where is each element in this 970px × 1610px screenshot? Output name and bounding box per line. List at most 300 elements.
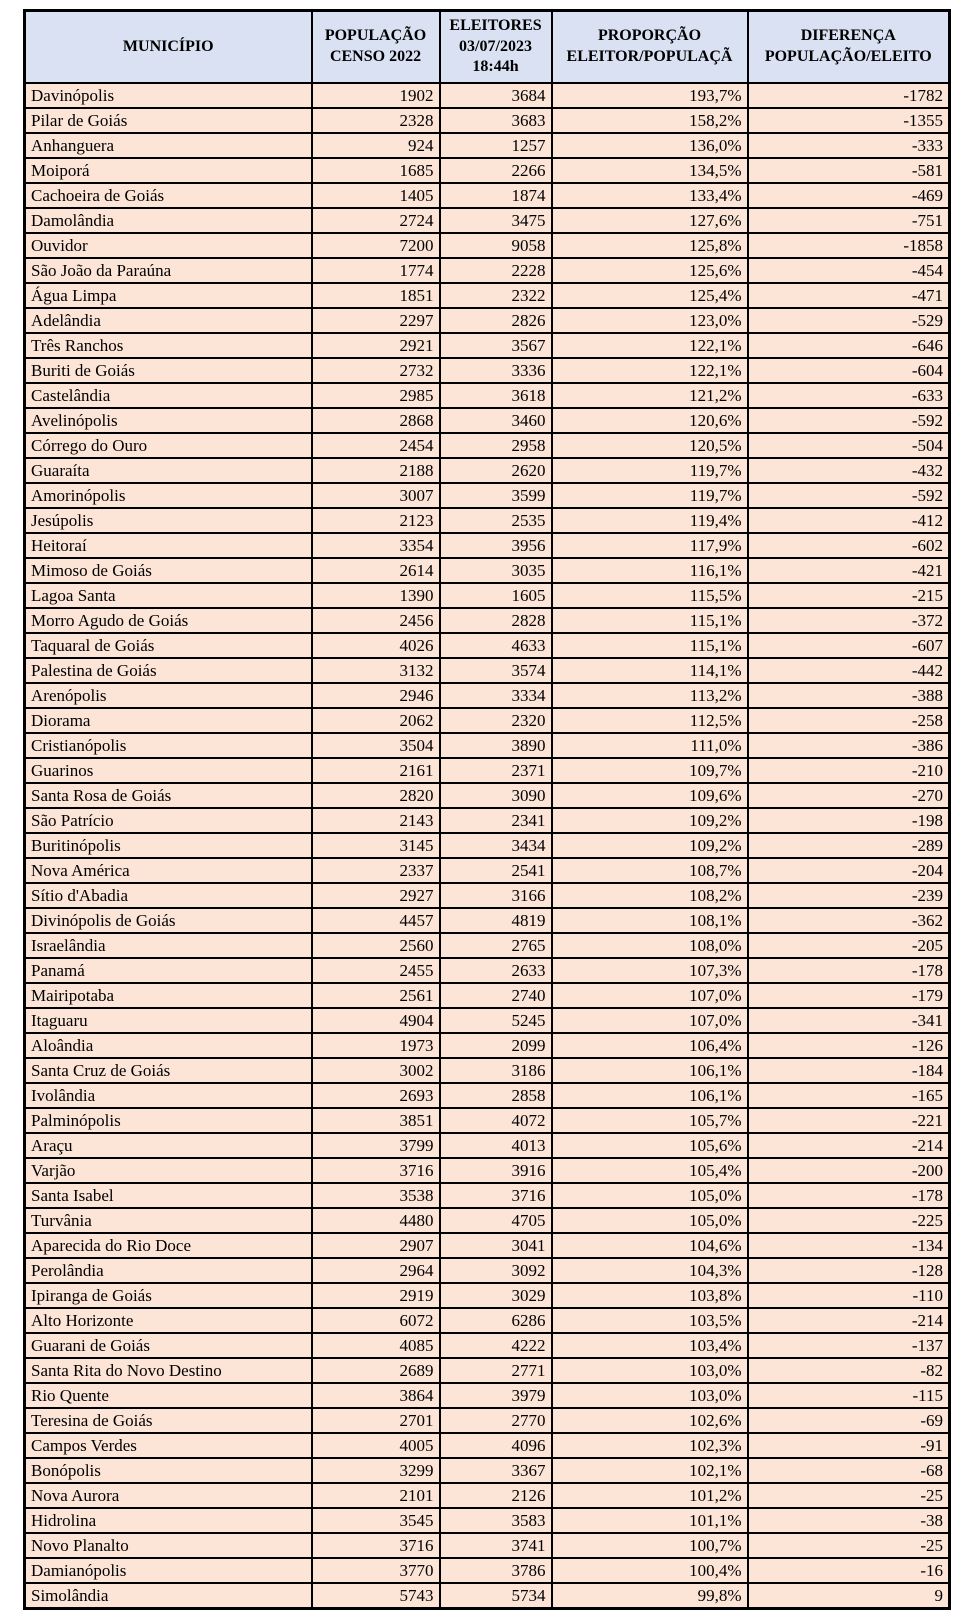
cell-eleitores[interactable]: 3567 bbox=[440, 333, 552, 358]
cell-diferenca[interactable]: -178 bbox=[748, 1183, 950, 1208]
cell-municipio[interactable]: Sítio d'Abadia bbox=[25, 883, 312, 908]
cell-municipio[interactable]: Ipiranga de Goiás bbox=[25, 1283, 312, 1308]
cell-diferenca[interactable]: -592 bbox=[748, 483, 950, 508]
cell-proporcao[interactable]: 119,4% bbox=[552, 508, 748, 533]
cell-populacao[interactable]: 2921 bbox=[312, 333, 440, 358]
cell-municipio[interactable]: Santa Rosa de Goiás bbox=[25, 783, 312, 808]
cell-municipio[interactable]: Divinópolis de Goiás bbox=[25, 908, 312, 933]
cell-proporcao[interactable]: 103,0% bbox=[552, 1358, 748, 1383]
cell-diferenca[interactable]: -386 bbox=[748, 733, 950, 758]
cell-municipio[interactable]: Bonópolis bbox=[25, 1458, 312, 1483]
cell-populacao[interactable]: 2455 bbox=[312, 958, 440, 983]
cell-municipio[interactable]: Aloândia bbox=[25, 1033, 312, 1058]
cell-populacao[interactable]: 1405 bbox=[312, 183, 440, 208]
cell-diferenca[interactable]: -215 bbox=[748, 583, 950, 608]
cell-eleitores[interactable]: 6286 bbox=[440, 1308, 552, 1333]
cell-proporcao[interactable]: 107,3% bbox=[552, 958, 748, 983]
cell-populacao[interactable]: 3545 bbox=[312, 1508, 440, 1533]
cell-populacao[interactable]: 3002 bbox=[312, 1058, 440, 1083]
cell-eleitores[interactable]: 2341 bbox=[440, 808, 552, 833]
cell-populacao[interactable]: 5743 bbox=[312, 1583, 440, 1609]
cell-diferenca[interactable]: -1355 bbox=[748, 108, 950, 133]
cell-proporcao[interactable]: 108,1% bbox=[552, 908, 748, 933]
cell-populacao[interactable]: 3770 bbox=[312, 1558, 440, 1583]
cell-eleitores[interactable]: 3092 bbox=[440, 1258, 552, 1283]
cell-proporcao[interactable]: 109,2% bbox=[552, 833, 748, 858]
cell-eleitores[interactable]: 2535 bbox=[440, 508, 552, 533]
cell-populacao[interactable]: 4904 bbox=[312, 1008, 440, 1033]
cell-municipio[interactable]: Campos Verdes bbox=[25, 1433, 312, 1458]
cell-eleitores[interactable]: 3475 bbox=[440, 208, 552, 233]
cell-eleitores[interactable]: 3786 bbox=[440, 1558, 552, 1583]
cell-diferenca[interactable]: -432 bbox=[748, 458, 950, 483]
cell-populacao[interactable]: 6072 bbox=[312, 1308, 440, 1333]
cell-populacao[interactable]: 2337 bbox=[312, 858, 440, 883]
cell-proporcao[interactable]: 103,4% bbox=[552, 1333, 748, 1358]
cell-eleitores[interactable]: 3684 bbox=[440, 83, 552, 108]
cell-municipio[interactable]: Córrego do Ouro bbox=[25, 433, 312, 458]
cell-populacao[interactable]: 3007 bbox=[312, 483, 440, 508]
cell-diferenca[interactable]: -178 bbox=[748, 958, 950, 983]
cell-municipio[interactable]: Santa Rita do Novo Destino bbox=[25, 1358, 312, 1383]
cell-populacao[interactable]: 2946 bbox=[312, 683, 440, 708]
cell-municipio[interactable]: Guarinos bbox=[25, 758, 312, 783]
cell-proporcao[interactable]: 120,6% bbox=[552, 408, 748, 433]
cell-proporcao[interactable]: 108,2% bbox=[552, 883, 748, 908]
cell-proporcao[interactable]: 133,4% bbox=[552, 183, 748, 208]
cell-diferenca[interactable]: -602 bbox=[748, 533, 950, 558]
cell-eleitores[interactable]: 3618 bbox=[440, 383, 552, 408]
cell-eleitores[interactable]: 4705 bbox=[440, 1208, 552, 1233]
cell-proporcao[interactable]: 105,0% bbox=[552, 1208, 748, 1233]
cell-municipio[interactable]: Cristianópolis bbox=[25, 733, 312, 758]
cell-proporcao[interactable]: 122,1% bbox=[552, 333, 748, 358]
cell-proporcao[interactable]: 127,6% bbox=[552, 208, 748, 233]
cell-municipio[interactable]: Varjão bbox=[25, 1158, 312, 1183]
cell-eleitores[interactable]: 3029 bbox=[440, 1283, 552, 1308]
cell-proporcao[interactable]: 125,8% bbox=[552, 233, 748, 258]
cell-eleitores[interactable]: 3716 bbox=[440, 1183, 552, 1208]
cell-populacao[interactable]: 2964 bbox=[312, 1258, 440, 1283]
cell-municipio[interactable]: Nova Aurora bbox=[25, 1483, 312, 1508]
cell-eleitores[interactable]: 1257 bbox=[440, 133, 552, 158]
cell-eleitores[interactable]: 3166 bbox=[440, 883, 552, 908]
cell-diferenca[interactable]: -258 bbox=[748, 708, 950, 733]
cell-eleitores[interactable]: 2826 bbox=[440, 308, 552, 333]
cell-populacao[interactable]: 1774 bbox=[312, 258, 440, 283]
cell-populacao[interactable]: 3132 bbox=[312, 658, 440, 683]
cell-populacao[interactable]: 2561 bbox=[312, 983, 440, 1008]
cell-eleitores[interactable]: 3916 bbox=[440, 1158, 552, 1183]
cell-populacao[interactable]: 2454 bbox=[312, 433, 440, 458]
cell-eleitores[interactable]: 2765 bbox=[440, 933, 552, 958]
cell-municipio[interactable]: Turvânia bbox=[25, 1208, 312, 1233]
cell-proporcao[interactable]: 108,7% bbox=[552, 858, 748, 883]
header-cell-eleitores[interactable] bbox=[440, 11, 552, 83]
cell-proporcao[interactable]: 109,6% bbox=[552, 783, 748, 808]
cell-proporcao[interactable]: 119,7% bbox=[552, 483, 748, 508]
cell-proporcao[interactable]: 125,4% bbox=[552, 283, 748, 308]
cell-diferenca[interactable]: -333 bbox=[748, 133, 950, 158]
cell-eleitores[interactable]: 4096 bbox=[440, 1433, 552, 1458]
cell-proporcao[interactable]: 101,1% bbox=[552, 1508, 748, 1533]
cell-diferenca[interactable]: -442 bbox=[748, 658, 950, 683]
cell-eleitores[interactable]: 2322 bbox=[440, 283, 552, 308]
cell-diferenca[interactable]: -110 bbox=[748, 1283, 950, 1308]
cell-proporcao[interactable]: 106,4% bbox=[552, 1033, 748, 1058]
cell-diferenca[interactable]: -581 bbox=[748, 158, 950, 183]
cell-proporcao[interactable]: 101,2% bbox=[552, 1483, 748, 1508]
cell-diferenca[interactable]: -69 bbox=[748, 1408, 950, 1433]
cell-eleitores[interactable]: 2228 bbox=[440, 258, 552, 283]
cell-proporcao[interactable]: 158,2% bbox=[552, 108, 748, 133]
cell-diferenca[interactable]: -469 bbox=[748, 183, 950, 208]
cell-diferenca[interactable]: -1782 bbox=[748, 83, 950, 108]
cell-populacao[interactable]: 2927 bbox=[312, 883, 440, 908]
cell-populacao[interactable]: 4480 bbox=[312, 1208, 440, 1233]
cell-diferenca[interactable]: -751 bbox=[748, 208, 950, 233]
cell-proporcao[interactable]: 120,5% bbox=[552, 433, 748, 458]
cell-municipio[interactable]: Amorinópolis bbox=[25, 483, 312, 508]
cell-proporcao[interactable]: 193,7% bbox=[552, 83, 748, 108]
cell-eleitores[interactable]: 2320 bbox=[440, 708, 552, 733]
cell-municipio[interactable]: Alto Horizonte bbox=[25, 1308, 312, 1333]
cell-eleitores[interactable]: 2266 bbox=[440, 158, 552, 183]
cell-proporcao[interactable]: 116,1% bbox=[552, 558, 748, 583]
cell-eleitores[interactable]: 2541 bbox=[440, 858, 552, 883]
cell-diferenca[interactable]: -592 bbox=[748, 408, 950, 433]
cell-municipio[interactable]: Santa Cruz de Goiás bbox=[25, 1058, 312, 1083]
cell-proporcao[interactable]: 103,0% bbox=[552, 1383, 748, 1408]
cell-populacao[interactable]: 2297 bbox=[312, 308, 440, 333]
cell-diferenca[interactable]: -633 bbox=[748, 383, 950, 408]
cell-proporcao[interactable]: 107,0% bbox=[552, 983, 748, 1008]
cell-eleitores[interactable]: 3460 bbox=[440, 408, 552, 433]
cell-municipio[interactable]: Israelândia bbox=[25, 933, 312, 958]
cell-eleitores[interactable]: 5245 bbox=[440, 1008, 552, 1033]
cell-eleitores[interactable]: 3367 bbox=[440, 1458, 552, 1483]
cell-eleitores[interactable]: 2371 bbox=[440, 758, 552, 783]
cell-municipio[interactable]: Buriti de Goiás bbox=[25, 358, 312, 383]
cell-municipio[interactable]: Buritinópolis bbox=[25, 833, 312, 858]
cell-eleitores[interactable]: 3583 bbox=[440, 1508, 552, 1533]
cell-diferenca[interactable]: -239 bbox=[748, 883, 950, 908]
cell-municipio[interactable]: Água Limpa bbox=[25, 283, 312, 308]
cell-proporcao[interactable]: 105,7% bbox=[552, 1108, 748, 1133]
cell-diferenca[interactable]: -372 bbox=[748, 608, 950, 633]
cell-proporcao[interactable]: 125,6% bbox=[552, 258, 748, 283]
cell-eleitores[interactable]: 2099 bbox=[440, 1033, 552, 1058]
cell-diferenca[interactable]: -126 bbox=[748, 1033, 950, 1058]
cell-diferenca[interactable]: -214 bbox=[748, 1133, 950, 1158]
cell-proporcao[interactable]: 115,1% bbox=[552, 608, 748, 633]
cell-eleitores[interactable]: 2126 bbox=[440, 1483, 552, 1508]
cell-municipio[interactable]: Moiporá bbox=[25, 158, 312, 183]
cell-municipio[interactable]: Lagoa Santa bbox=[25, 583, 312, 608]
cell-populacao[interactable]: 3799 bbox=[312, 1133, 440, 1158]
cell-proporcao[interactable]: 109,7% bbox=[552, 758, 748, 783]
cell-diferenca[interactable]: -221 bbox=[748, 1108, 950, 1133]
cell-municipio[interactable]: Diorama bbox=[25, 708, 312, 733]
cell-diferenca[interactable]: -205 bbox=[748, 933, 950, 958]
cell-diferenca[interactable]: -289 bbox=[748, 833, 950, 858]
cell-diferenca[interactable]: -270 bbox=[748, 783, 950, 808]
cell-municipio[interactable]: Heitoraí bbox=[25, 533, 312, 558]
cell-municipio[interactable]: Mimoso de Goiás bbox=[25, 558, 312, 583]
cell-municipio[interactable]: Ivolândia bbox=[25, 1083, 312, 1108]
cell-diferenca[interactable]: -388 bbox=[748, 683, 950, 708]
cell-municipio[interactable]: São Patrício bbox=[25, 808, 312, 833]
cell-diferenca[interactable]: -82 bbox=[748, 1358, 950, 1383]
cell-populacao[interactable]: 7200 bbox=[312, 233, 440, 258]
cell-proporcao[interactable]: 117,9% bbox=[552, 533, 748, 558]
cell-diferenca[interactable]: -529 bbox=[748, 308, 950, 333]
cell-diferenca[interactable]: -128 bbox=[748, 1258, 950, 1283]
cell-populacao[interactable]: 3851 bbox=[312, 1108, 440, 1133]
cell-municipio[interactable]: Ouvidor bbox=[25, 233, 312, 258]
cell-proporcao[interactable]: 106,1% bbox=[552, 1058, 748, 1083]
cell-municipio[interactable]: Taquaral de Goiás bbox=[25, 633, 312, 658]
cell-eleitores[interactable]: 3041 bbox=[440, 1233, 552, 1258]
cell-municipio[interactable]: Arenópolis bbox=[25, 683, 312, 708]
cell-eleitores[interactable]: 3186 bbox=[440, 1058, 552, 1083]
cell-diferenca[interactable]: -204 bbox=[748, 858, 950, 883]
cell-populacao[interactable]: 2188 bbox=[312, 458, 440, 483]
cell-municipio[interactable]: Panamá bbox=[25, 958, 312, 983]
cell-proporcao[interactable]: 119,7% bbox=[552, 458, 748, 483]
cell-diferenca[interactable]: -471 bbox=[748, 283, 950, 308]
cell-proporcao[interactable]: 109,2% bbox=[552, 808, 748, 833]
cell-proporcao[interactable]: 115,5% bbox=[552, 583, 748, 608]
cell-diferenca[interactable]: -412 bbox=[748, 508, 950, 533]
cell-populacao[interactable]: 1902 bbox=[312, 83, 440, 108]
cell-municipio[interactable]: Novo Planalto bbox=[25, 1533, 312, 1558]
cell-populacao[interactable]: 3716 bbox=[312, 1158, 440, 1183]
cell-populacao[interactable]: 2123 bbox=[312, 508, 440, 533]
cell-populacao[interactable]: 2701 bbox=[312, 1408, 440, 1433]
cell-populacao[interactable]: 3504 bbox=[312, 733, 440, 758]
cell-eleitores[interactable]: 3035 bbox=[440, 558, 552, 583]
cell-municipio[interactable]: Teresina de Goiás bbox=[25, 1408, 312, 1433]
cell-populacao[interactable]: 2689 bbox=[312, 1358, 440, 1383]
cell-populacao[interactable]: 2328 bbox=[312, 108, 440, 133]
cell-municipio[interactable]: Simolândia bbox=[25, 1583, 312, 1609]
cell-populacao[interactable]: 1390 bbox=[312, 583, 440, 608]
cell-populacao[interactable]: 2161 bbox=[312, 758, 440, 783]
cell-proporcao[interactable]: 123,0% bbox=[552, 308, 748, 333]
cell-diferenca[interactable]: -504 bbox=[748, 433, 950, 458]
cell-municipio[interactable]: Santa Isabel bbox=[25, 1183, 312, 1208]
cell-populacao[interactable]: 2724 bbox=[312, 208, 440, 233]
cell-proporcao[interactable]: 122,1% bbox=[552, 358, 748, 383]
cell-populacao[interactable]: 2820 bbox=[312, 783, 440, 808]
cell-eleitores[interactable]: 3956 bbox=[440, 533, 552, 558]
cell-diferenca[interactable]: -115 bbox=[748, 1383, 950, 1408]
cell-proporcao[interactable]: 114,1% bbox=[552, 658, 748, 683]
cell-eleitores[interactable]: 3334 bbox=[440, 683, 552, 708]
cell-populacao[interactable]: 2560 bbox=[312, 933, 440, 958]
cell-eleitores[interactable]: 3599 bbox=[440, 483, 552, 508]
cell-populacao[interactable]: 3145 bbox=[312, 833, 440, 858]
cell-diferenca[interactable]: -341 bbox=[748, 1008, 950, 1033]
cell-populacao[interactable]: 2614 bbox=[312, 558, 440, 583]
cell-diferenca[interactable]: -604 bbox=[748, 358, 950, 383]
cell-proporcao[interactable]: 102,3% bbox=[552, 1433, 748, 1458]
cell-diferenca[interactable]: -454 bbox=[748, 258, 950, 283]
header-cell-populacao[interactable] bbox=[312, 11, 440, 83]
cell-proporcao[interactable]: 104,3% bbox=[552, 1258, 748, 1283]
cell-municipio[interactable]: Cachoeira de Goiás bbox=[25, 183, 312, 208]
cell-municipio[interactable]: Adelândia bbox=[25, 308, 312, 333]
cell-diferenca[interactable]: -214 bbox=[748, 1308, 950, 1333]
cell-populacao[interactable]: 4085 bbox=[312, 1333, 440, 1358]
cell-eleitores[interactable]: 4633 bbox=[440, 633, 552, 658]
cell-eleitores[interactable]: 3741 bbox=[440, 1533, 552, 1558]
cell-municipio[interactable]: Hidrolina bbox=[25, 1508, 312, 1533]
cell-municipio[interactable]: Morro Agudo de Goiás bbox=[25, 608, 312, 633]
cell-proporcao[interactable]: 102,1% bbox=[552, 1458, 748, 1483]
cell-diferenca[interactable]: -91 bbox=[748, 1433, 950, 1458]
cell-eleitores[interactable]: 2740 bbox=[440, 983, 552, 1008]
cell-diferenca[interactable]: -198 bbox=[748, 808, 950, 833]
header-cell-municipio[interactable]: MUNICÍPIO bbox=[25, 11, 312, 83]
cell-populacao[interactable]: 2062 bbox=[312, 708, 440, 733]
cell-eleitores[interactable]: 3683 bbox=[440, 108, 552, 133]
cell-proporcao[interactable]: 108,0% bbox=[552, 933, 748, 958]
cell-diferenca[interactable]: -137 bbox=[748, 1333, 950, 1358]
cell-municipio[interactable]: Itaguaru bbox=[25, 1008, 312, 1033]
cell-populacao[interactable]: 3864 bbox=[312, 1383, 440, 1408]
cell-proporcao[interactable]: 99,8% bbox=[552, 1583, 748, 1609]
cell-eleitores[interactable]: 4222 bbox=[440, 1333, 552, 1358]
cell-eleitores[interactable]: 2633 bbox=[440, 958, 552, 983]
cell-proporcao[interactable]: 105,4% bbox=[552, 1158, 748, 1183]
cell-populacao[interactable]: 3299 bbox=[312, 1458, 440, 1483]
cell-proporcao[interactable]: 107,0% bbox=[552, 1008, 748, 1033]
cell-diferenca[interactable]: -210 bbox=[748, 758, 950, 783]
cell-municipio[interactable]: Palminópolis bbox=[25, 1108, 312, 1133]
cell-proporcao[interactable]: 103,8% bbox=[552, 1283, 748, 1308]
cell-proporcao[interactable]: 134,5% bbox=[552, 158, 748, 183]
cell-municipio[interactable]: Araçu bbox=[25, 1133, 312, 1158]
cell-diferenca[interactable]: -184 bbox=[748, 1058, 950, 1083]
cell-diferenca[interactable]: -68 bbox=[748, 1458, 950, 1483]
cell-municipio[interactable]: Aparecida do Rio Doce bbox=[25, 1233, 312, 1258]
cell-municipio[interactable]: Mairipotaba bbox=[25, 983, 312, 1008]
cell-eleitores[interactable]: 1874 bbox=[440, 183, 552, 208]
cell-proporcao[interactable]: 115,1% bbox=[552, 633, 748, 658]
cell-municipio[interactable]: Palestina de Goiás bbox=[25, 658, 312, 683]
cell-eleitores[interactable]: 2828 bbox=[440, 608, 552, 633]
cell-proporcao[interactable]: 104,6% bbox=[552, 1233, 748, 1258]
cell-municipio[interactable]: Jesúpolis bbox=[25, 508, 312, 533]
cell-proporcao[interactable]: 112,5% bbox=[552, 708, 748, 733]
cell-eleitores[interactable]: 2771 bbox=[440, 1358, 552, 1383]
cell-eleitores[interactable]: 2770 bbox=[440, 1408, 552, 1433]
cell-municipio[interactable]: Damianópolis bbox=[25, 1558, 312, 1583]
cell-eleitores[interactable]: 9058 bbox=[440, 233, 552, 258]
cell-populacao[interactable]: 1851 bbox=[312, 283, 440, 308]
cell-eleitores[interactable]: 4819 bbox=[440, 908, 552, 933]
cell-diferenca[interactable]: -1858 bbox=[748, 233, 950, 258]
cell-eleitores[interactable]: 2858 bbox=[440, 1083, 552, 1108]
cell-municipio[interactable]: Perolândia bbox=[25, 1258, 312, 1283]
cell-eleitores[interactable]: 3090 bbox=[440, 783, 552, 808]
cell-diferenca[interactable]: 9 bbox=[748, 1583, 950, 1609]
cell-proporcao[interactable]: 111,0% bbox=[552, 733, 748, 758]
cell-populacao[interactable]: 2456 bbox=[312, 608, 440, 633]
cell-populacao[interactable]: 2732 bbox=[312, 358, 440, 383]
cell-eleitores[interactable]: 2958 bbox=[440, 433, 552, 458]
cell-diferenca[interactable]: -134 bbox=[748, 1233, 950, 1258]
header-cell-diferenca[interactable] bbox=[748, 11, 950, 83]
cell-populacao[interactable]: 2101 bbox=[312, 1483, 440, 1508]
cell-populacao[interactable]: 2919 bbox=[312, 1283, 440, 1308]
cell-diferenca[interactable]: -607 bbox=[748, 633, 950, 658]
cell-proporcao[interactable]: 136,0% bbox=[552, 133, 748, 158]
cell-proporcao[interactable]: 106,1% bbox=[552, 1083, 748, 1108]
cell-eleitores[interactable]: 4013 bbox=[440, 1133, 552, 1158]
cell-populacao[interactable]: 4026 bbox=[312, 633, 440, 658]
cell-populacao[interactable]: 2985 bbox=[312, 383, 440, 408]
cell-diferenca[interactable]: -179 bbox=[748, 983, 950, 1008]
cell-eleitores[interactable]: 2620 bbox=[440, 458, 552, 483]
cell-eleitores[interactable]: 4072 bbox=[440, 1108, 552, 1133]
cell-municipio[interactable]: Rio Quente bbox=[25, 1383, 312, 1408]
cell-populacao[interactable]: 2907 bbox=[312, 1233, 440, 1258]
cell-diferenca[interactable]: -225 bbox=[748, 1208, 950, 1233]
cell-diferenca[interactable]: -25 bbox=[748, 1483, 950, 1508]
cell-municipio[interactable]: Nova América bbox=[25, 858, 312, 883]
cell-eleitores[interactable]: 5734 bbox=[440, 1583, 552, 1609]
cell-populacao[interactable]: 3716 bbox=[312, 1533, 440, 1558]
cell-proporcao[interactable]: 100,4% bbox=[552, 1558, 748, 1583]
cell-eleitores[interactable]: 3890 bbox=[440, 733, 552, 758]
cell-proporcao[interactable]: 121,2% bbox=[552, 383, 748, 408]
cell-diferenca[interactable]: -38 bbox=[748, 1508, 950, 1533]
cell-diferenca[interactable]: -421 bbox=[748, 558, 950, 583]
cell-proporcao[interactable]: 100,7% bbox=[552, 1533, 748, 1558]
cell-diferenca[interactable]: -165 bbox=[748, 1083, 950, 1108]
cell-populacao[interactable]: 4457 bbox=[312, 908, 440, 933]
cell-populacao[interactable]: 2693 bbox=[312, 1083, 440, 1108]
cell-populacao[interactable]: 1685 bbox=[312, 158, 440, 183]
cell-municipio[interactable]: Guaraíta bbox=[25, 458, 312, 483]
cell-eleitores[interactable]: 3336 bbox=[440, 358, 552, 383]
cell-proporcao[interactable]: 102,6% bbox=[552, 1408, 748, 1433]
cell-municipio[interactable]: Davinópolis bbox=[25, 83, 312, 108]
cell-eleitores[interactable]: 3574 bbox=[440, 658, 552, 683]
cell-diferenca[interactable]: -646 bbox=[748, 333, 950, 358]
cell-municipio[interactable]: Damolândia bbox=[25, 208, 312, 233]
cell-populacao[interactable]: 3354 bbox=[312, 533, 440, 558]
cell-municipio[interactable]: Anhanguera bbox=[25, 133, 312, 158]
cell-diferenca[interactable]: -200 bbox=[748, 1158, 950, 1183]
cell-populacao[interactable]: 3538 bbox=[312, 1183, 440, 1208]
cell-populacao[interactable]: 924 bbox=[312, 133, 440, 158]
cell-eleitores[interactable]: 3434 bbox=[440, 833, 552, 858]
header-cell-proporcao[interactable] bbox=[552, 11, 748, 83]
cell-eleitores[interactable]: 3979 bbox=[440, 1383, 552, 1408]
cell-municipio[interactable]: Pilar de Goiás bbox=[25, 108, 312, 133]
cell-populacao[interactable]: 4005 bbox=[312, 1433, 440, 1458]
cell-municipio[interactable]: São João da Paraúna bbox=[25, 258, 312, 283]
cell-municipio[interactable]: Avelinópolis bbox=[25, 408, 312, 433]
cell-municipio[interactable]: Três Ranchos bbox=[25, 333, 312, 358]
cell-proporcao[interactable]: 103,5% bbox=[552, 1308, 748, 1333]
cell-proporcao[interactable]: 105,6% bbox=[552, 1133, 748, 1158]
cell-diferenca[interactable]: -362 bbox=[748, 908, 950, 933]
